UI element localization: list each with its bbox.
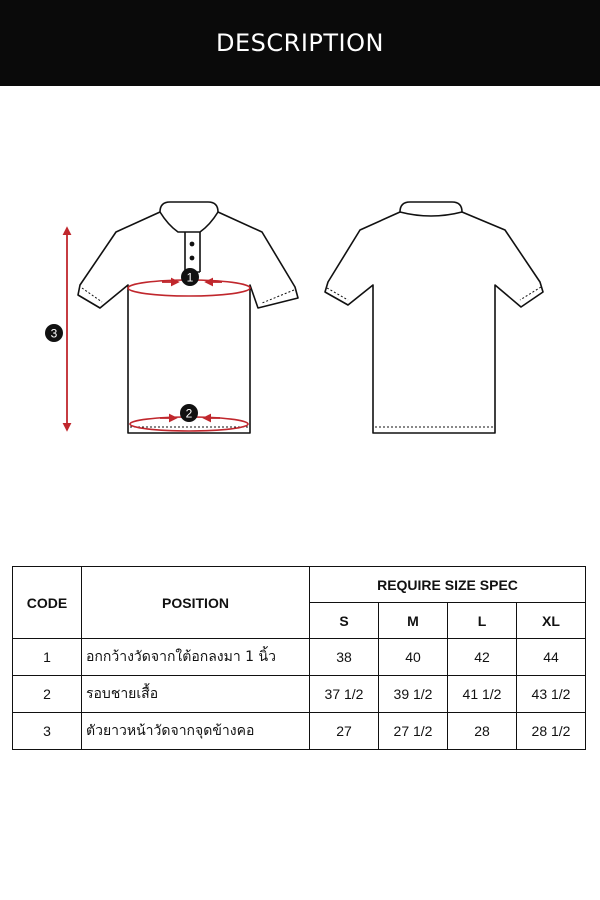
require-size-spec-header: REQUIRE SIZE SPEC xyxy=(310,567,586,603)
row-value-xl: 43 1/2 xyxy=(517,676,586,713)
size-header-s: S xyxy=(310,603,379,639)
back-shirt xyxy=(325,202,543,433)
row-value-s: 37 1/2 xyxy=(310,676,379,713)
shirt-illustration xyxy=(0,180,600,460)
page-header xyxy=(0,0,600,86)
row-code: 2 xyxy=(13,676,82,713)
row-position: ตัวยาวหน้าวัดจากจุดข้างคอ xyxy=(82,713,310,750)
row-value-s: 27 xyxy=(310,713,379,750)
marker-3-label: 3 xyxy=(50,326,58,341)
front-shirt xyxy=(78,202,298,433)
size-spec-table xyxy=(12,566,586,750)
size-header-l: L xyxy=(448,603,517,639)
row-value-l: 42 xyxy=(448,639,517,676)
row-value-m: 40 xyxy=(379,639,448,676)
row-value-xl: 44 xyxy=(517,639,586,676)
size-header-xl: XL xyxy=(517,603,586,639)
row-value-m: 39 1/2 xyxy=(379,676,448,713)
table-row xyxy=(13,639,586,676)
row-position: อกกว้างวัดจากใต้อกลงมา 1 นิ้ว xyxy=(82,639,310,676)
size-header-m: M xyxy=(379,603,448,639)
row-code: 1 xyxy=(13,639,82,676)
row-value-l: 28 xyxy=(448,713,517,750)
row-value-m: 27 1/2 xyxy=(379,713,448,750)
row-value-l: 41 1/2 xyxy=(448,676,517,713)
table-row xyxy=(13,676,586,713)
row-position: รอบชายเสื้อ xyxy=(82,676,310,713)
row-code: 3 xyxy=(13,713,82,750)
placket-buttons xyxy=(190,242,195,261)
page-title: DESCRIPTION xyxy=(216,29,384,57)
row-value-s: 38 xyxy=(310,639,379,676)
table-row xyxy=(13,713,586,750)
code-header: CODE xyxy=(13,567,82,639)
position-header: POSITION xyxy=(82,567,310,639)
marker-1-label: 1 xyxy=(186,270,194,285)
marker-2-label: 2 xyxy=(185,406,193,421)
row-value-xl: 28 1/2 xyxy=(517,713,586,750)
